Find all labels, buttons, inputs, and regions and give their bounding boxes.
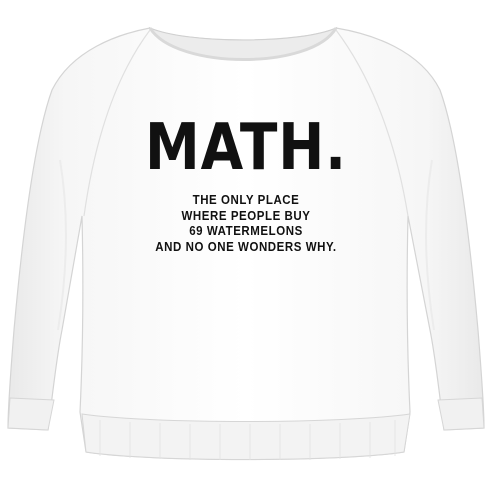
print-headline: MATH. xyxy=(145,111,347,185)
tagline-line: WHERE PEOPLE BUY xyxy=(181,208,311,223)
tagline-line: AND NO ONE WONDERS WHY. xyxy=(155,239,337,254)
print-tagline xyxy=(20,193,473,255)
tagline-line: 69 WATERMELONS xyxy=(189,224,303,238)
left-cuff xyxy=(8,398,54,430)
right-cuff xyxy=(438,398,484,430)
tagline-line: THE ONLY PLACE xyxy=(192,193,300,207)
